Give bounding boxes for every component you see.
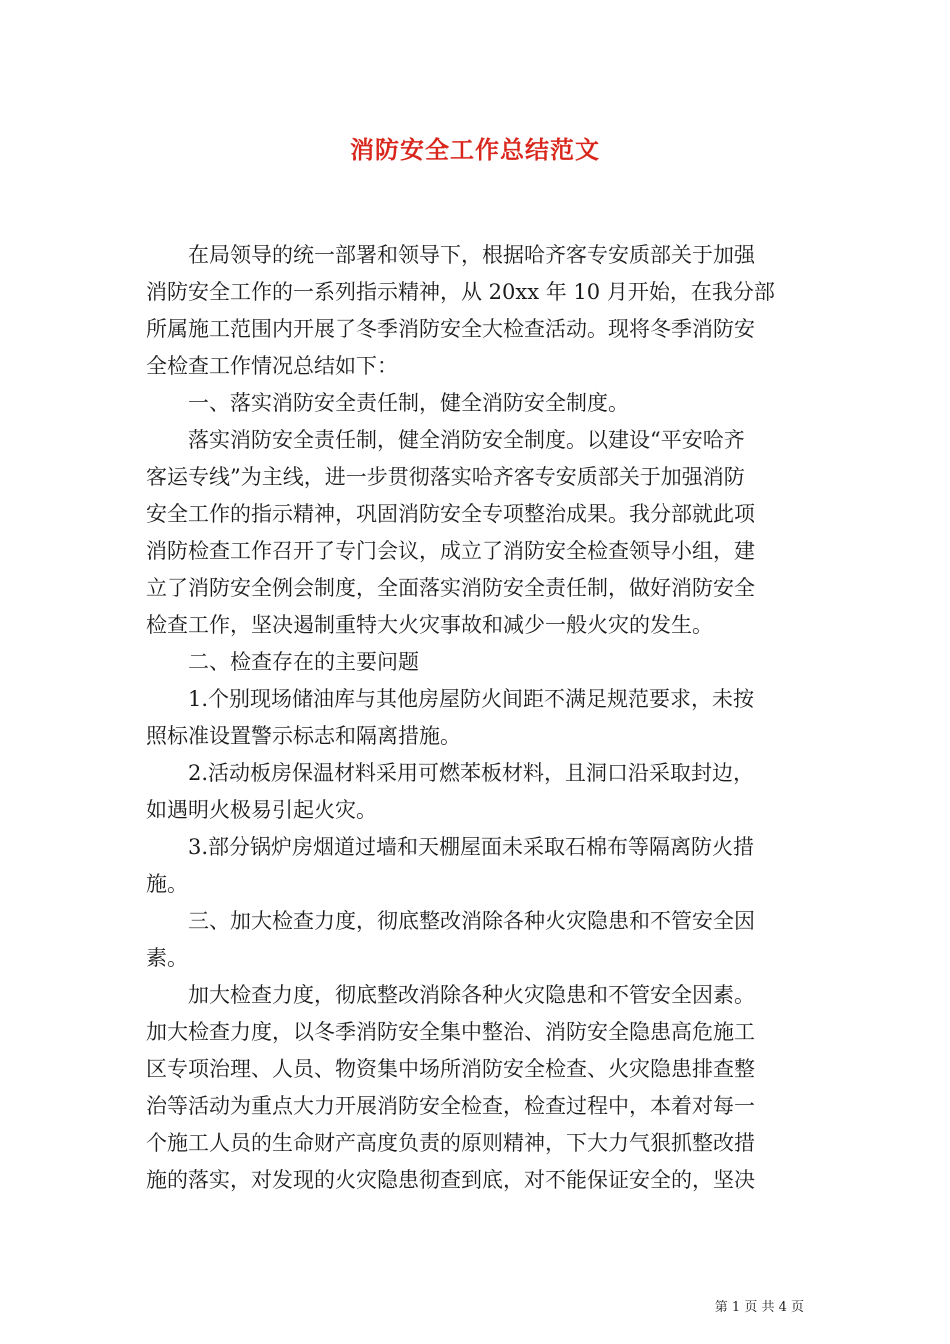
body-line: 消防检查工作召开了专门会议，成立了消防安全检查领导小组，建 — [146, 539, 755, 563]
body-line: 落实消防安全责任制，健全消防安全制度。以建设“平安哈齐 — [188, 428, 745, 452]
body-line: 消防安全工作的一系列指示精神，从 20xx 年 10 月开始，在我分部 — [146, 280, 775, 304]
body-line: 施的落实，对发现的火灾隐患彻查到底，对不能保证安全的，坚决 — [146, 1168, 755, 1192]
body-line: 施。 — [146, 872, 188, 896]
body-line: 在局领导的统一部署和领导下，根据哈齐客专安质部关于加强 — [188, 243, 755, 267]
body-line: 客运专线”为主线，进一步贯彻落实哈齐客专安质部关于加强消防 — [146, 465, 745, 489]
body-line: 个施工人员的生命财产高度负责的原则精神，下大力气狠抓整改措 — [146, 1131, 755, 1155]
page-number: 第 1 页 共 4 页 — [714, 1300, 804, 1315]
section-heading: 一、落实消防安全责任制，健全消防安全制度。 — [188, 391, 629, 415]
body-line: 照标准设置警示标志和隔离措施。 — [146, 724, 461, 748]
body-line: 立了消防安全例会制度，全面落实消防安全责任制，做好消防安全 — [146, 576, 755, 600]
section-heading: 三、加大检查力度，彻底整改消除各种火灾隐患和不管安全因 — [188, 909, 755, 933]
document-title: 消防安全工作总结范文 — [350, 135, 600, 164]
body-line: 所属施工范围内开展了冬季消防安全大检查活动。现将冬季消防安 — [146, 317, 755, 341]
body-line: 全检查工作情况总结如下： — [146, 354, 398, 378]
body-line: 加大检查力度，以冬季消防安全集中整治、消防安全隐患高危施工 — [146, 1020, 755, 1044]
list-item: 2.活动板房保温材料采用可燃苯板材料，且洞口沿采取封边， — [188, 761, 755, 785]
body-line: 治等活动为重点大力开展消防安全检查，检查过程中，本着对每一 — [146, 1094, 755, 1118]
body-line: 加大检查力度，彻底整改消除各种火灾隐患和不管安全因素。 — [188, 983, 755, 1007]
document-body — [146, 237, 806, 1199]
body-line: 素。 — [146, 946, 188, 970]
body-line: 检查工作，坚决遏制重特大火灾事故和减少一般火灾的发生。 — [146, 613, 713, 637]
list-item: 1.个别现场储油库与其他房屋防火间距不满足规范要求，未按 — [188, 687, 755, 711]
body-line: 区专项治理、人员、物资集中场所消防安全检查、火灾隐患排查整 — [146, 1057, 755, 1081]
body-line: 安全工作的指示精神，巩固消防安全专项整治成果。我分部就此项 — [146, 502, 755, 526]
section-heading: 二、检查存在的主要问题 — [188, 650, 419, 674]
list-item: 3.部分锅炉房烟道过墙和天棚屋面未采取石棉布等隔离防火措 — [188, 835, 755, 859]
body-line: 如遇明火极易引起火灾。 — [146, 798, 377, 822]
